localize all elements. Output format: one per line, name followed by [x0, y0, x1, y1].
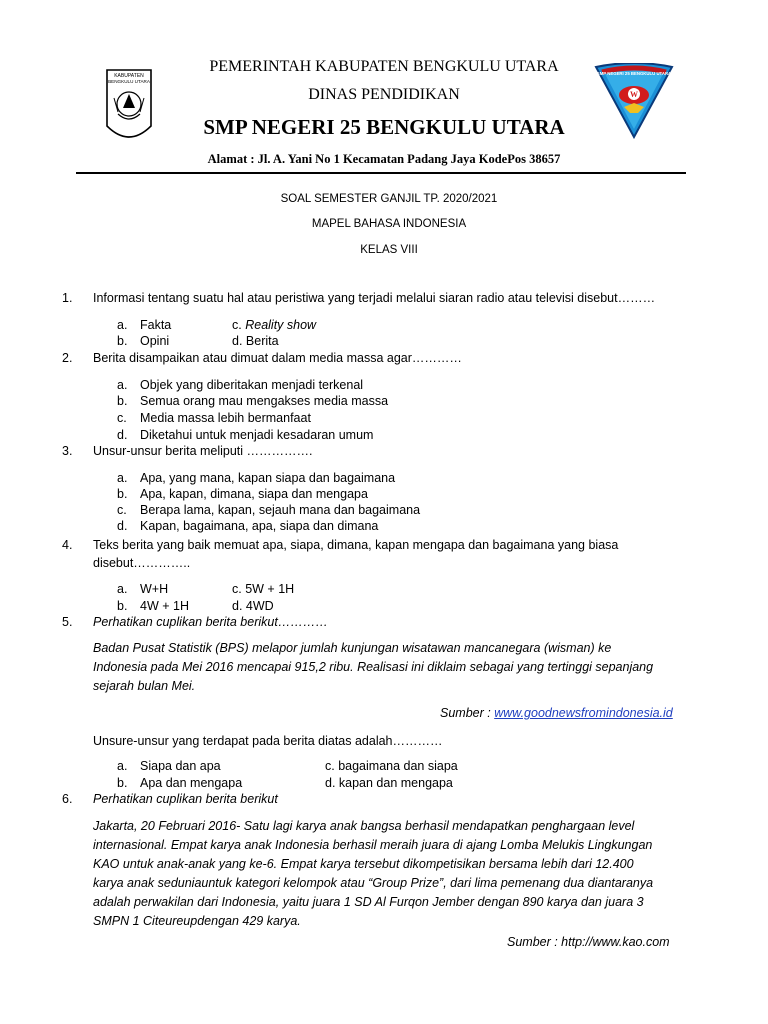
school-address: Alamat : Jl. A. Yani No 1 Kecamatan Padang Jaya KodePos 38657: [207, 152, 561, 166]
option-letter: a.: [117, 471, 128, 485]
option-text: Media massa lebih bermanfaat: [140, 411, 311, 425]
option-letter: b.: [117, 776, 128, 790]
option-letter: b.: [117, 394, 128, 408]
option-text: d. 4WD: [232, 599, 274, 613]
question-text: Unsure-unsur yang terdapat pada berita diatas adalah…………: [93, 734, 443, 748]
passage-line: SMPN 1 Citeureupdengan 429 karya.: [93, 914, 301, 928]
option-text: Diketahui untuk menjadi kesadaran umum: [140, 428, 374, 442]
passage-line: karya anak seduniauntuk kategori kelompok atau “Group Prize”, dari lima pemenang dua diantaranya: [93, 876, 654, 890]
option-text: Berapa lama, kapan, sejauh mana dan bagaimana: [140, 503, 421, 517]
option-text: Fakta: [140, 318, 172, 332]
option-letter: c.: [117, 503, 127, 517]
option-text: Objek yang diberitakan menjadi terkenal: [140, 378, 364, 392]
passage-line: Jakarta, 20 Februari 2016- Satu lagi karya anak bangsa berhasil mendapatkan penghargaan level: [93, 819, 635, 833]
question-text: Perhatikan cuplikan berita berikut: [93, 792, 278, 806]
option-letter: d.: [232, 334, 243, 348]
source-link[interactable]: www.goodnewsfromindonesia.id: [494, 706, 673, 720]
passage-line: sejarah bulan Mei.: [93, 679, 196, 693]
question-number: 4.: [62, 538, 73, 552]
option-text: Apa dan mengapa: [140, 776, 243, 790]
letterhead-divider: [76, 172, 686, 174]
option-letter: b.: [117, 334, 128, 348]
logo-right-initial: W: [630, 90, 638, 99]
passage-line: internasional. Empat karya anak Indonesia berhasil meraih juara di ajang Lomba Melukis Lingkungan: [93, 838, 653, 852]
option-text: [232, 317, 316, 333]
subject-line: MAPEL BAHASA INDONESIA: [311, 218, 467, 230]
passage-line: KAO untuk anak-anak yang ke-6. Empat karya tersebut dikompetisikan bersama lebih dari 12.400: [93, 857, 634, 871]
government-line: PEMERINTAH KABUPATEN BENGKULU UTARA: [209, 58, 559, 75]
source-label: Sumber :: [440, 706, 495, 720]
option-text: Apa, kapan, dimana, siapa dan mengapa: [140, 487, 368, 501]
option-text: Semua orang mau mengakses media massa: [140, 394, 389, 408]
source-line: [440, 705, 673, 721]
question-text: Teks berita yang baik memuat apa, siapa, dimana, kapan mengapa dan bagaimana yang biasa: [93, 538, 619, 552]
option-text: c. 5W + 1H: [232, 582, 295, 596]
logo-left-line1: KABUPATEN: [114, 73, 144, 79]
question-number: 1.: [62, 291, 73, 305]
passage-line: adalah perwakilan dari Indonesia, yaitu juara 1 SD Al Furqon Jember dengan 890 karya dan juara 3: [93, 895, 644, 909]
option-letter: a.: [117, 759, 128, 773]
option-text: Apa, yang mana, kapan siapa dan bagaimana: [140, 471, 396, 485]
option-letter: d.: [117, 428, 128, 442]
question-number: 5.: [62, 615, 73, 629]
question-text: Informasi tentang suatu hal atau peristiwa yang terjadi melalui siaran radio atau televisi disebut………: [93, 291, 656, 305]
option-text-italic: Reality show: [245, 318, 317, 332]
option-text: Opini: [140, 334, 170, 348]
question-text: disebut…………..: [93, 556, 191, 570]
option-text: 4W + 1H: [140, 599, 189, 613]
passage-line: Indonesia pada Mei 2016 mencapai 915,2 ribu. Realisasi ini diklaim sebagai yang tertinggi sepanjang: [93, 660, 654, 674]
question-number: 6.: [62, 792, 73, 806]
logo-right-text: SMP NEGERI 25 BENGKULU UTARA: [596, 71, 672, 76]
option-label: Berita: [245, 334, 279, 348]
option-text: Siapa dan apa: [140, 759, 221, 773]
option-letter: c.: [117, 411, 127, 425]
option-text: W+H: [140, 582, 169, 596]
question-text: Perhatikan cuplikan berita berikut…………: [93, 615, 328, 629]
option-letter: a.: [117, 318, 128, 332]
exam-title: SOAL SEMESTER GANJIL TP. 2020/2021: [280, 193, 498, 205]
option-letter: d.: [117, 519, 128, 533]
school-name: SMP NEGERI 25 BENGKULU UTARA: [203, 115, 565, 139]
option-text: c. bagaimana dan siapa: [325, 759, 458, 773]
question-number: 2.: [62, 351, 73, 365]
passage-line: Badan Pusat Statistik (BPS) melapor jumlah kunjungan wisatawan mancanegara (wisman) ke: [93, 641, 612, 655]
option-letter: a.: [117, 582, 128, 596]
option-text: Kapan, bagaimana, apa, siapa dan dimana: [140, 519, 379, 533]
option-letter: a.: [117, 378, 128, 392]
option-letter: b.: [117, 487, 128, 501]
department-line: DINAS PENDIDIKAN: [308, 86, 460, 103]
question-text: Berita disampaikan atau dimuat dalam media massa agar…………: [93, 351, 462, 365]
option-text: [232, 333, 279, 349]
option-letter: c.: [232, 318, 242, 332]
logo-left-line2: BENGKULU UTARA: [108, 79, 150, 84]
option-letter: b.: [117, 599, 128, 613]
source-line: Sumber : http://www.kao.com: [507, 935, 670, 949]
option-text: d. kapan dan mengapa: [325, 776, 453, 790]
question-text: Unsur-unsur berita meliputi …………….: [93, 444, 313, 458]
class-line: KELAS VIII: [360, 244, 418, 256]
question-number: 3.: [62, 444, 73, 458]
